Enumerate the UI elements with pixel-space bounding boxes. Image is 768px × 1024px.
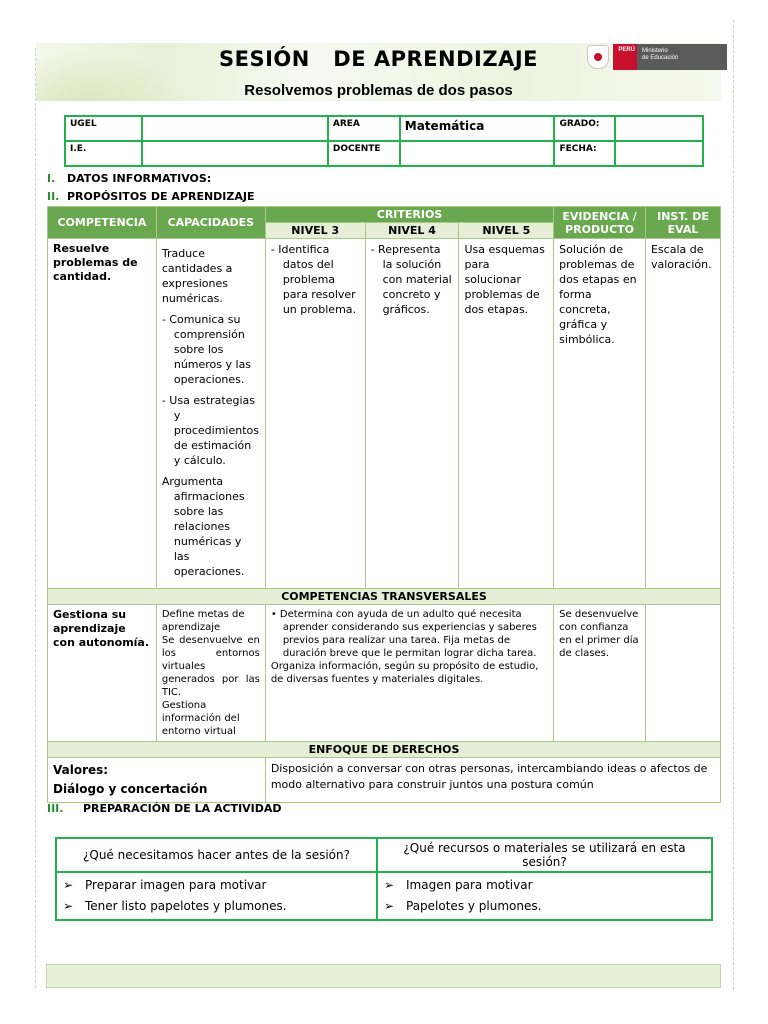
valores-cell: Valores: Diálogo y concertación — [48, 758, 266, 803]
prep-question-before: ¿Qué necesitamos hacer antes de la sesión? — [56, 838, 377, 872]
arrow-bullet-icon: ➢ — [63, 878, 74, 892]
nivel3-cell: - Identifica datos del problema para resolver un problema. — [265, 239, 365, 589]
info-table — [64, 115, 704, 167]
evidencia-cell: Solución de problemas de dos etapas en forma concreta, gráfica y simbólica. — [554, 239, 646, 589]
enfoque-text: Disposición a conversar con otras personas, intercambiando ideas o afectos de modo alternativo para construir juntos una postura común — [265, 758, 720, 803]
list-item: ➢ Preparar imagen para motivar — [63, 875, 370, 896]
preparation-table — [55, 837, 713, 921]
ugel-value[interactable] — [142, 116, 328, 141]
header-capacidades: CAPACIDADES — [156, 207, 265, 239]
prep-resources-list — [377, 872, 712, 920]
section-preparacion: III. PREPARACIÓN DE LA ACTIVIDAD — [47, 802, 282, 815]
fecha-value[interactable] — [615, 141, 703, 166]
session-subtitle: Resolvemos problemas de dos pasos — [244, 82, 513, 99]
area-value[interactable]: Matemática — [400, 116, 555, 141]
transversal-evidencia: Se desenvuelve con confianza en el primer día de clases. — [554, 605, 646, 742]
section-propositos: II. PROPÓSITOS DE APRENDIZAJE — [47, 190, 255, 203]
logo-peru: PERÚ — [613, 44, 637, 70]
purposes-table — [47, 206, 721, 803]
transversal-inst — [645, 605, 720, 742]
page-margin-left — [35, 48, 37, 988]
header-nivel5: NIVEL 5 — [459, 223, 554, 239]
header-nivel3: NIVEL 3 — [265, 223, 365, 239]
inst-eval-cell: Escala de valoración. — [645, 239, 720, 589]
grado-label: GRADO: — [554, 116, 615, 141]
area-label: AREA — [328, 116, 400, 141]
arrow-bullet-icon: ➢ — [384, 878, 395, 892]
transversal-competencia: Gestiona su aprendizaje con autonomía. — [48, 605, 157, 742]
list-item: ➢ Tener listo papelotes y plumones. — [63, 896, 370, 917]
header-inst-eval: INST. DE EVAL — [645, 207, 720, 239]
header-criterios: CRITERIOS — [265, 207, 553, 223]
page-title: SESIÓN DE APRENDIZAJE — [219, 47, 538, 71]
header-nivel4: NIVEL 4 — [365, 223, 459, 239]
nivel5-cell: Usa esquemas para solucionar problemas de dos etapas. — [459, 239, 554, 589]
grado-value[interactable] — [615, 116, 703, 141]
transversal-criterios: • Determina con ayuda de un adulto qué necesita aprender considerando sus experiencias y saberes previos para realizar una tarea. Fija metas de duración breve que le permitan lograr dicha tarea. Organiza información, según su propósito de estudio, de diversas fuentes y materiales digitales. — [265, 605, 553, 742]
header-competencia: COMPETENCIA — [48, 207, 157, 239]
header-banner — [36, 43, 721, 101]
prep-question-resources: ¿Qué recursos o materiales se utilizará en esta sesión? — [377, 838, 712, 872]
page-margin-right — [733, 20, 735, 990]
docente-label: DOCENTE — [328, 141, 400, 166]
list-item: ➢ Imagen para motivar — [384, 875, 705, 896]
ie-label: I.E. — [65, 141, 142, 166]
footer-band — [46, 964, 721, 988]
arrow-bullet-icon: ➢ — [384, 899, 395, 913]
arrow-bullet-icon: ➢ — [63, 899, 74, 913]
fecha-label: FECHA: — [554, 141, 615, 166]
transversal-band: COMPETENCIAS TRANSVERSALES — [48, 589, 721, 605]
capacidades-cell: Traduce cantidades a expresiones numéricas. - Comunica su comprensión sobre los números y las operaciones. - Usa estrategias y procedimientos de estimación y cálculo. Argumenta afirmaciones sobre las relaciones numéricas y las operaciones. — [156, 239, 265, 589]
logo-ministry-text: Ministerio de Educación — [637, 44, 727, 70]
ministry-logo — [587, 43, 727, 71]
competencia-cell: Resuelve problemas de cantidad. — [48, 239, 157, 589]
list-item: ➢ Papelotes y plumones. — [384, 896, 705, 917]
enfoque-band: ENFOQUE DE DERECHOS — [48, 742, 721, 758]
prep-before-list — [56, 872, 377, 920]
ugel-label: UGEL — [65, 116, 142, 141]
ie-value[interactable] — [142, 141, 328, 166]
nivel4-cell: - Representa la solución con material concreto y gráficos. — [365, 239, 459, 589]
section-datos: I. DATOS INFORMATIVOS: — [47, 172, 212, 185]
docente-value[interactable] — [400, 141, 555, 166]
coat-of-arms-icon — [587, 45, 609, 69]
header-evidencia: EVIDENCIA / PRODUCTO — [554, 207, 646, 239]
transversal-capacidades: Define metas de aprendizaje Se desenvuelve en los entornos virtuales generados por las TIC. Gestiona información del entorno virtual — [156, 605, 265, 742]
